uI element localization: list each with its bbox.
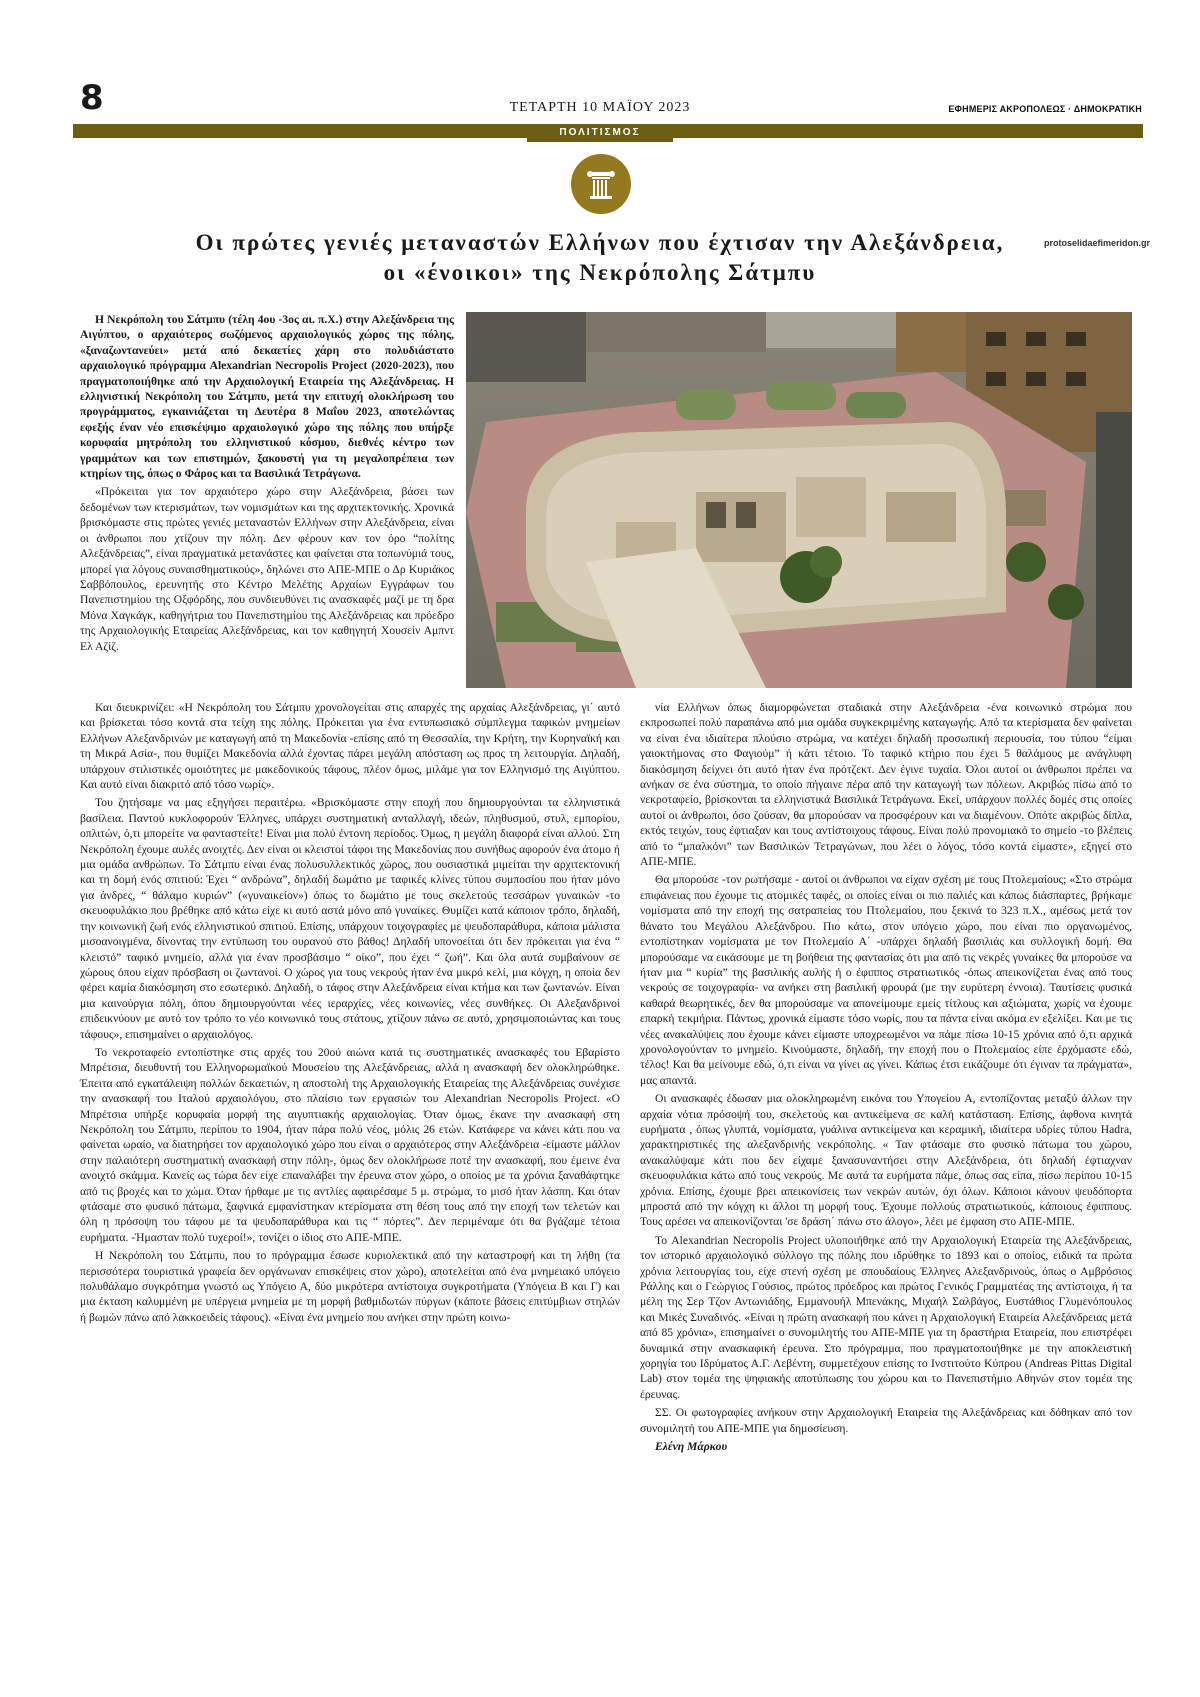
source-watermark: protoselidaefimeridon.gr — [1044, 238, 1151, 248]
paragraph: Του ζητήσαμε να μας εξηγήσει περαιτέρω. «Βρισκόμαστε στην εποχή που δημιουργούνται τα ελληνιστικά βασίλεια. Παντού κυκλοφορούν Έλληνες, υπάρχει συστηματική ανταλλαγή, ιδεών, πληθυσμού, στυλ, εμπορίου, οπλιτών, ό,τι μπορείτε να φανταστείτε! Είναι μια πολύ έντονη περίοδος. Όμως, η μεγάλη διαφορά είναι αλλού. Στη Νεκρόπολη έχουμε αυλές ανοιχτές. Δεν είναι οι κλειστοί τάφοι της Μακεδονίας που συνήθως αφορούν ένα άτομο ή μια ομάδα ανθρώπων. Το Σάτμπυ είναι ένας πολυσυλλεκτικός χώρος, που ουσιαστικά μιμείται την αρχιτεκτονική και τη δομή ενός σπιτιού: Έχει “ ανδρώνα”, δηλαδή δωμάτιο με ταφικές κλίνες τύπου συμποσίου που ήταν μόνο για άνδρες, “ θάλαμο κυριών” («γυναικείον») όπως το δωμάτιο με τους σκελετούς τεσσάρων γυναικών -το σκευοφυλάκιο που βρέθηκε από κάτω είχε κι αυτό αστά μόνο από γυναίκες. Θυμίζει κατά κάποιον τρόπο, δηλαδή, την κοινωνική ζωή ενός ελληνιστικού σπιτιού. Επίσης, υπάρχουν τοιχογραφίες με ψευδοπαράθυρα, κάποια μάλιστα μισοανοιγμένα, δίνοντας την εντύπωση του ουρανού στο βάθος! Δηλαδή υπονοείται ότι δεν πρόκειται για ένα “ κλειστό” ταφικό μνημείο, αλλά για έναν προσβάσιμο “ οίκο”, που έχει “ ζωή”. Και όλα αυτά συμβαίνουν σε χώρους όπου είχαν πρόσβαση οι ζωντανοί. Ο χώρος για τους νεκρούς ήταν ένα μικρό κελί, μια κόγχη, η οποία δεν φέρει καμία διακόσμηση στο εσωτερικό. Δηλαδή, ο τάφος στην Αλεξάνδρεια είναι κτήμα και των ζωντανών. Είναι μια καινούργια πόλη, όπου δημιουργούνται νέες ιεραρχίες, νέες κοινωνίες, νέες συνθήκες. Οι Αλεξανδρινοί επιδεικνύουν με αυτό τον τρόπο το νέο κοινωνικό τους στάτους, χτίζουν πάνω σε αυτό, χρησιμοποιώντας και τους τάφους», επισημαίνει ο αρχαιολόγος. — [80, 796, 620, 1041]
newspaper-masthead: ΕΦΗΜΕΡΙΣ ΑΚΡΟΠΟΛΕΩΣ · ΔΗΜΟΚΡΑΤΙΚΗ — [948, 104, 1142, 114]
paragraph: Το Alexandrian Necropolis Project υλοποιήθηκε από την Αρχαιολογική Εταιρεία της Αλεξάνδρειας, τον ιστορικό αρχαιολογικό σύλλογο της πόλης που ιδρύθηκε το 1893 και ο οποίος, ειδικά τα πρώτα χρόνια λειτουργίας του, είχε στενή σχέση με σπουδαίους Έλληνες Αλεξανδρινούς, όπως ο Αμβρόσιος Ράλλης και ο Γεώργιος Γούσιος, πρώτος πρόεδρος και πρώτος Γενικός Γραμματέας της αντίστοιχα, ή τα μέλη της Σερ Τζον Αντωνιάδης, Εμμανουήλ Μπενάκης, Μιχαήλ Σαλβάγος, Ευστάθιος Γλυμενόπουλος και Μικές Συναδινός. «Είναι η πρώτη ανασκαφή που κάνει η Αρχαιολογική Εταιρεία Αλεξάνδρειας μετά από 85 χρόνια», επισημαίνει ο συνομιλητής του ΑΠΕ-ΜΠΕ για τη δραστήρια Εταιρεία, που επιστρέφει δυναμικά στην ανασκαφική έρευνα. Στο πρόγραμμα, που πραγματοποιήθηκε με την αποκλειστική χορηγία του Ιδρύματος Α.Γ. Λεβέντη, συμμετέχουν επίσης το Ινστιτούτο Κύπρου (Andreas Pittas Digital Lab) στον τομέα της ψηφιακής αποτύπωσης του χώρου και το Πανεπιστήμιο Αθηνών στον τομέα της έρευνας. — [640, 1233, 1132, 1401]
paragraph: Το νεκροταφείο εντοπίστηκε στις αρχές του 20ού αιώνα κατά τις συστηματικές ανασκαφές του Εβαρίστο Μπρέτσια, διευθυντή του Ελληνορωμαϊκού Μουσείου της Αλεξάνδρειας, αλλά η ανασκαφή δεν ολοκληρώθηκε. Έπειτα από εγκατάλειψη πολλών δεκαετιών, η αποστολή της Αρχαιολογικής Εταιρείας της Αλεξάνδρειας συνέχισε την ανασκαφή του Ιταλού αρχαιολόγου, στο πλαίσιο των εργασιών του Alexandrian Necropolis Project. «Ο Μπρέτσια υπήρξε κορυφαία μορφή της αιγυπτιακής αρχαιολογίας. Όταν όμως, έκανε την ανασκαφή στη Νεκρόπολη του Σάτμπυ, περίπου το 1904, ήταν πάρα πολύ νέος, μόλις 26 ετών. Κατάφερε να κάνει κάτι που να φαίνεται ωραίο, να διατηρήσει τον αρχαιολογικό χώρο που είναι ο αρχαιότερος στην Αλεξάνδρεια -είμαστε μάλλον στην παλαιότερη συστηματική ανασκαφή στην πόλη-, όμως δεν ολοκλήρωσε ποτέ την ανασκαφή, που έμεινε ένα ανοιχτό σκάμμα. Κανείς ως τώρα δεν είχε επαναλάβει την έρευνα στον χώρο, ο οποίος με τα χρόνια ξαναθάφτηκε από τις βροχές και το χώμα. Όταν ήρθαμε με τις αντλίες αφαιρέσαμε 5 μ. στρώμα, το μισό ήταν λάσπη. Και όταν φτάσαμε στο φυσικό πάτωμα, ξαφνικά εμφανίστηκαν κτερίσματα στη θέση τους από την εποχή των τελετών και όλη η πρόσοψη του τάφου με τα ψευδοπαράθυρα και τις “ πόρτες”. Δεν περιμέναμε ότι θα βγάζαμε τέτοια ευρήματα. -Ήμασταν πολύ τυχεροί!», τονίζει ο ίδιος στο ΑΠΕ-ΜΠΕ. — [80, 1045, 620, 1244]
article-lede: Η Νεκρόπολη του Σάτμπυ (τέλη 4ου -3ος αι. π.Χ.) στην Αλεξάνδρεια της Αιγύπτου, ο αρχαιότερος σωζόμενος αρχαιολογικός χώρος της πόλης, «ξαναζωντανεύει» μετά από δεκαετίες χάρη στο πολυδιάστατο αρχαιολογικό πρόγραμμα Alexandrian Necropolis Project (2020-2023), που πραγματοποιήθηκε από την Αρχαιολογική Εταιρεία της Αλεξάνδρειας. Η ελληνιστική Νεκρόπολη του Σάτμπυ, μετά την επιτυχή ολοκλήρωση του προγράμματος, εγκαινιάζεται τη Δευτέρα 8 Μαΐου 2023, αποτελώντας εφεξής έναν νέο επισκέψιμο αρχαιολογικό χώρο της πόλης που υπήρξε κορυφαία μητρόπολη του ελληνιστικού κόσμου, διεθνές κέντρο των γραμμάτων και των επιστημών, ξακουστή για τη μεγαλοπρέπεια των κτηρίων της, όπως ο Φάρος και τα Βασιλικά Τετράγωνα. — [80, 313, 454, 481]
paragraph: «Πρόκειται για τον αρχαιότερο χώρο στην Αλεξάνδρεια, βάσει των δεδομένων των κτερισμάτων, των νομισμάτων και της αρχιτεκτονικής. Χρονικά βρισκόμαστε στις πρώτες γενιές μεταναστών Ελλήνων στην Αλεξάνδρεια, είναι οι άνθρωποι που χτίζουν την πόλη. Δεν φέρουν καν τον όρο “πολίτης Αλεξάνδρειας”, είναι πραγματικά μετανάστες και φαίνεται στα τοπωνύμιά τους, μπορεί για λόγους συναισθηματικούς», δηλώνει στο ΑΠΕ-ΜΠΕ ο Δρ Κυριάκος Σαββόπουλος, ερευνητής στο Κέντρο Μελέτης Αρχαίων Εγγράφων του Πανεπιστημίου της Οξφόρδης, που συνδιευθύνει τις ανασκαφές μαζί με τη δρα Μόνα Χαγκάγκ, καθηγήτρια του Πανεπιστημίου της Αλεξάνδρειας και πρόεδρο της Αρχαιολογικής Εταιρείας Αλεξάνδρειας, και τον καθηγητή Χουσείν Αμπντ Ελ Αζίζ. — [80, 485, 454, 653]
article-headline — [120, 228, 1080, 288]
paragraph: ΣΣ. Οι φωτογραφίες ανήκουν στην Αρχαιολογική Εταιρεία της Αλεξάνδρειας και δόθηκαν από τον συνομιλητή του ΑΠΕ-ΜΠΕ για δημοσίευση. — [640, 1406, 1132, 1435]
left-column — [80, 312, 454, 657]
page-number: 8 — [80, 78, 103, 118]
column-emblem-icon — [571, 154, 631, 214]
paragraph: νία Ελλήνων όπως διαμορφώνεται σταδιακά στην Αλεξάνδρεια -ένα κοινωνικό στρώμα που εκπροσωπεί πολύ παραπάνω από μια ομάδα συγκεκριμένης καταγωγής. Από τα κτερίσματα δεν φαίνεται να είναι ένα ιδιαίτερα πλούσιο στρώμα, να κατέχει δηλαδή προσωπική περιουσία, του τύπου “είμαι γαιοκτήμονας στο Φαγιούμ” ή κάτι τέτοιο. Το ταφικό κτήριο που έχει 5 θαλάμους με ανάγλυφη διακόσμηση δείχνει ότι αυτό ήταν ένα πρότζεκτ. Δεν έγινε τυχαία. Όλοι αυτοί οι άνθρωποι πρέπει να ανήκαν σε ένα σύστημα, το οποίο πήγαινε πέρα από την καταγωγή των πόλεων. Ακριβώς πίσω από το νεκροταφείο, βρίσκονται τα ελληνιστικά Βασιλικά Τετράγωνα. Εκεί, υπάρχουν πολλές δομές στις οποίες αυτοί οι άνθρωποι, όσο ζούσαν, θα μπορούσαν να προσφέρουν και να διαμένουν. Οπότε ακριβώς δίπλα, εκτός τειχών, τους έφτιαξαν και τους αντίστοιχους τάφους. Είναι πολύ προνομιακό το σημείο -το βλέπεις από το “μπαλκόνι” των Βασιλικών Τετραγώνων, που λέει ο λόγος, τόσο κοντά είμαστε», εξηγεί στο ΑΠΕ-ΜΠΕ. — [640, 701, 1132, 869]
main-column-left — [80, 700, 620, 1328]
headline-line-2: οι «ένοικοι» της Νεκρόπολης Σάτμπυ — [383, 260, 817, 285]
paragraph: Θα μπορούσε -τον ρωτήσαμε - αυτοί οι άνθρωποι να είχαν σχέση με τους Πτολεμαίους; «Στο στρώμα επιφάνειας που έχουμε τις ατομικές ταφές, οι οποίες είναι οι πιο παλιές και κάπως διάσπαρτες, βρήκαμε νομίσματα από την εποχή της σατραπείας του Πτολεμαίου, που ξεκινά το 323 π.Χ., αμέσως μετά τον θάνατο του Μεγάλου Αλεξάνδρου. Πιο κάτω, στον υπόγειο χώρο, που είναι πιο οργανωμένος, εντοπίστηκαν νομίσματα με τον Πτολεμαίο Α΄ -υπάρχει δηλαδή βασιλιάς και συλλογική δομή. Θα μπορούσαμε να εικάσουμε με τη βοήθεια της φαντασίας ότι μια από τις νεκρές γυναίκες θα μπορούσε να ήταν μια “ κυρία” της βασιλικής αυλής ή ο έφιππος στρατιωτικός -όπως απεικονίζεται ένας από τους νεκρούς σε τοιχογραφία- να ανήκει στη βασιλική φρουρά (με την ευρύτερη έννοια). Ταυτίσεις φυσικά καθαρά θεωρητικές, δεν θα μπορούσαμε να απονείμουμε εμείς τίτλους και αξιώματα, χωρίς να έχουμε επαρκή τεκμήρια. Πάντως, χρονικά είμαστε τόσο νωρίς, που τα πάντα είναι ακόμα εν εξελίξει. Και με τις νέες ανακαλύψεις που έχουμε κάνει είμαστε υποχρεωμένοι να πάμε πίσω 10-15 χρόνια από ό,τι αρχικά χρονολογούνταν το μνημείο. Κινούμαστε, δηλαδή, την εποχή που ο Πτολεμαίος είπε έρχόμαστε εδώ, τέλος! Και θα μείνουμε εδώ, ό,τι είναι να γίνει ας γίνει. Κάπως έτσι εικάζουμε ότι έγιναν τα πράγματα», μας απαντά. — [640, 873, 1132, 1087]
paragraph: Η Νεκρόπολη του Σάτμπυ, που το πρόγραμμα έσωσε κυριολεκτικά από την καταστροφή και τη λήθη (τα περισσότερα τουριστικά γραφεία δεν οργάνωναν επισκέψεις στον χώρο), αποτελείται από ένα μνημειακό υπόγειο πολυθάλαμο συγκρότημα γνωστό ως Υπόγειο Α, δύο μικρότερα αντίστοιχα συγκροτήματα (Υπόγεια Β και Γ) και μια έκταση καλυμμένη με υπέργεια μνημεία με τη μορφή βαθμιδωτών πύργων (κάποτε βάσεις επιτύμβιων στηλών ή βωμών πάνω από λακκοειδείς τάφους). «Είναι ένα μνημείο που ανήκει στην πρώτη κοινω- — [80, 1249, 620, 1324]
aerial-photo-necropolis — [466, 312, 1132, 688]
article-author: Ελένη Μάρκου — [655, 1440, 728, 1454]
paragraph: Οι ανασκαφές έδωσαν μια ολοκληρωμένη εικόνα του Υπογείου Α, εντοπίζοντας μεταξύ άλλων την αρχαία νότια πρόσοψή του, σκελετούς και αντικείμενα σε καλή κατάσταση. Επίσης, άφθονα κινητά ευρήματα , όπως γλυπτά, νομίσματα, γυάλινα αντικείμενα και κεραμική, ιδιαίτερα υδρίες τύπου Hadra, χαρακτηριστικές της αλεξανδρινής νεκρόπολης. « Ταν φτάσαμε στο φυσικό πάτωμα του χώρου, ανακαλύψαμε κάτι που δεν είχαμε ξανασυναντήσει στην Αλεξάνδρεια, ότι δηλαδή έφτιαχναν σκευοφυλάκια κάτω από τους νεκρούς. Με αυτά τα ευρήματα πάμε, όπως σας είπα, πίσω περίπου 10-15 χρόνια. Επίσης, έχουμε βρει απεικονίσεις των νεκρών αυτών, όχι όλων. Κάποιοι κάνουν ψευδόπορτα μπροστά από την κόγχη κι άλλοι τη μορφή τους. Έχουμε πολλούς στρατιωτικούς, κάποιους έφιππους. Τους αρέσει να απεικονίζονται 'σε δράση΄ πάνω στο άλογο», λέει με έμφαση στο ΑΠΕ-ΜΠΕ. — [640, 1092, 1132, 1229]
headline-line-1: Οι πρώτες γενιές μεταναστών Ελλήνων που έχτισαν την Αλεξάνδρεια, — [195, 230, 1005, 255]
main-column-right — [640, 700, 1132, 1458]
issue-date: ΤΕΤΑΡΤΗ 10 ΜΑΪΟΥ 2023 — [509, 100, 691, 115]
section-label: ΠΟΛΙΤΙΣΜΟΣ — [527, 124, 673, 142]
paragraph: Και διευκρινίζει: «Η Νεκρόπολη του Σάτμπυ χρονολογείται στις απαρχές της αρχαίας Αλεξάνδρειας, γι΄ αυτό και βρίσκεται τόσο κοντά στα τείχη της πόλης. Πρόκειται για ένα εντυπωσιακό σύμπλεγμα ταφικών μνημείων Ελλήνων Αλεξανδρινών με καταγωγή από τη Μακεδονία -επίσης από τη Θεσσαλία, την Κρήτη, την Κυρηναϊκή και τη Μικρά Ασία-, που θυμίζει Μακεδονία αλλά έχοντας πάρει μεγάλη απόσταση ως προς τη λειτουργία. Δηλαδή, υπάρχουν στιλιστικές ομοιότητες με μακεδονικούς τάφους, πλέον όμως, μιλάμε για τον Ελληνισμό της Αιγύπτου. Και αυτό είναι διακριτό από τόσο νωρίς». — [80, 701, 620, 792]
